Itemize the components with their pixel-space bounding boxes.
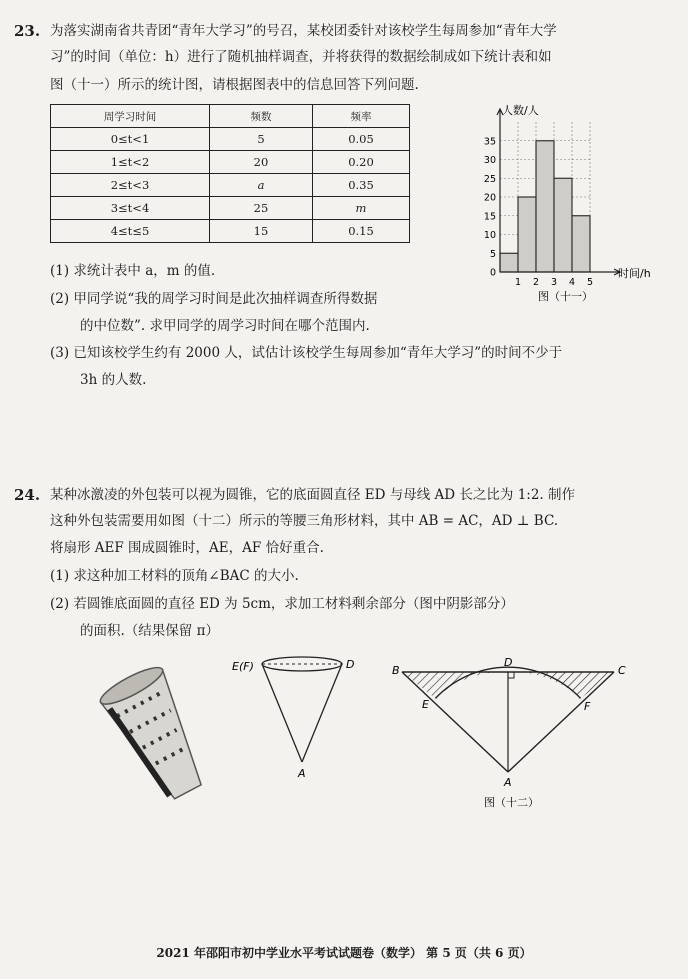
table-cell: 2≤t<3 xyxy=(51,174,210,197)
x-tick-label: 4 xyxy=(568,277,576,288)
x-tick-label: 2 xyxy=(532,277,540,288)
q23-sub3-line2: 3h 的人数. xyxy=(80,372,147,388)
table-row xyxy=(51,197,410,220)
table-row xyxy=(51,128,410,151)
q24-text-line3: 将扇形 AEF 围成圆锥时，AE，AF 恰好重合. xyxy=(50,540,324,556)
triangle-sector-diagram xyxy=(388,654,630,814)
y-tick-label: 10 xyxy=(483,230,496,241)
q24-sub2-line2: 的面积.（结果保留 π） xyxy=(80,623,219,639)
figure-caption-12: 图（十二） xyxy=(484,796,539,809)
histogram-bar xyxy=(500,253,518,272)
table-cell: m xyxy=(313,197,410,220)
y-tick-label: 30 xyxy=(483,155,496,166)
y-tick-label: 35 xyxy=(483,136,496,148)
q23-sub2-line1: (2) 甲同学说“我的周学习时间是此次抽样调查所得数据 xyxy=(50,291,378,307)
y-tick-label: 5 xyxy=(489,248,496,260)
table-cell: 25 xyxy=(210,197,313,220)
x-tick-label: 3 xyxy=(550,277,558,288)
shaded-region-right xyxy=(508,672,614,699)
label-d-triangle: D xyxy=(504,656,513,669)
table-cell: 20 xyxy=(210,151,313,174)
x-axis-label: 时间/h xyxy=(618,267,651,280)
right-angle-mark xyxy=(508,672,514,678)
page-footer: 2021 年邵阳市初中学业水平考试试题卷（数学） 第 5 页（共 6 页） xyxy=(156,946,532,960)
table-header: 频数 xyxy=(210,105,313,128)
cone-slant-right xyxy=(302,664,342,762)
label-a-cone: A xyxy=(298,767,306,780)
table-cell: 0.35 xyxy=(313,174,410,197)
table-header: 周学习时间 xyxy=(51,105,210,128)
cone-diagram xyxy=(232,650,372,785)
table-header-row xyxy=(51,105,410,128)
table-cell: 1≤t<2 xyxy=(51,151,210,174)
y-tick-label: 15 xyxy=(483,211,496,223)
q23-text-line3: 图（十一）所示的统计图，请根据图表中的信息回答下列问题. xyxy=(50,77,419,93)
y-axis-label: 人数/人 xyxy=(502,104,539,117)
q24-text-line1: 某种冰激凌的外包装可以视为圆锥，它的底面圆直径 ED 与母线 AD 长之比为 1:2. 制作 xyxy=(50,487,576,503)
y-tick-label: 25 xyxy=(483,173,496,185)
table-row xyxy=(51,220,410,243)
label-f: F xyxy=(584,700,591,713)
figure-caption-11: 图（十一） xyxy=(538,290,593,303)
question-24-number: 24. xyxy=(14,486,41,504)
histogram-chart xyxy=(470,100,670,310)
label-a-triangle: A xyxy=(504,776,512,789)
table-cell: a xyxy=(210,174,313,197)
table-cell: 0.05 xyxy=(313,128,410,151)
table-cell: 3≤t<4 xyxy=(51,197,210,220)
label-d-cone: D xyxy=(346,658,355,671)
segment-ab xyxy=(402,672,508,772)
frequency-table xyxy=(50,104,410,243)
y-tick-label: 20 xyxy=(483,192,496,204)
table-cell: 0.15 xyxy=(313,220,410,243)
cone-slant-left xyxy=(262,664,302,762)
question-23-number: 23. xyxy=(14,22,41,40)
label-e-f: E(F) xyxy=(232,660,254,673)
table-cell: 0.20 xyxy=(313,151,410,174)
label-b: B xyxy=(392,664,400,677)
histogram-bar xyxy=(518,197,536,272)
q23-sub3-line1: (3) 已知该校学生约有 2000 人，试估计该校学生每周参加“青年大学习”的时间不少于 xyxy=(50,345,563,361)
x-tick-label: 5 xyxy=(586,277,594,288)
q24-sub2-line1: (2) 若圆锥底面圆的直径 ED 为 5cm，求加工材料剩余部分（图中阴影部分） xyxy=(50,596,514,612)
table-row xyxy=(51,174,410,197)
shaded-region-left xyxy=(402,672,508,699)
table-row xyxy=(51,151,410,174)
label-c: C xyxy=(618,664,626,677)
q23-text-line1: 为落实湖南省共青团“青年大学习”的号召，某校团委针对该校学生每周参加“青年大学 xyxy=(50,23,557,39)
table-cell: 4≤t≤5 xyxy=(51,220,210,243)
table-cell: 5 xyxy=(210,128,313,151)
x-tick-label: 1 xyxy=(514,277,522,288)
table-cell: 15 xyxy=(210,220,313,243)
table-cell: 0≤t<1 xyxy=(51,128,210,151)
q23-sub1: (1) 求统计表中 a，m 的值. xyxy=(50,263,216,279)
segment-ac xyxy=(508,672,614,772)
histogram-bar xyxy=(572,216,590,272)
table-header: 频率 xyxy=(313,105,410,128)
q23-text-line2: 习”的时间（单位：h）进行了随机抽样调查，并将获得的数据绘制成如下统计表和如 xyxy=(50,49,552,65)
ice-cream-illustration xyxy=(80,650,230,810)
q23-sub2-line2: 的中位数”. 求甲同学的周学习时间在哪个范围内. xyxy=(80,318,370,334)
histogram-bar xyxy=(536,141,554,272)
q24-sub1: (1) 求这种加工材料的顶角∠BAC 的大小. xyxy=(50,568,299,584)
histogram-bar xyxy=(554,178,572,272)
q24-text-line2: 这种外包装需要用如图（十二）所示的等腰三角形材料，其中 AB = AC，AD ⊥ BC. xyxy=(50,513,559,529)
chart-bars xyxy=(500,141,590,272)
label-e: E xyxy=(422,698,429,711)
y-tick-label: 0 xyxy=(489,267,496,279)
